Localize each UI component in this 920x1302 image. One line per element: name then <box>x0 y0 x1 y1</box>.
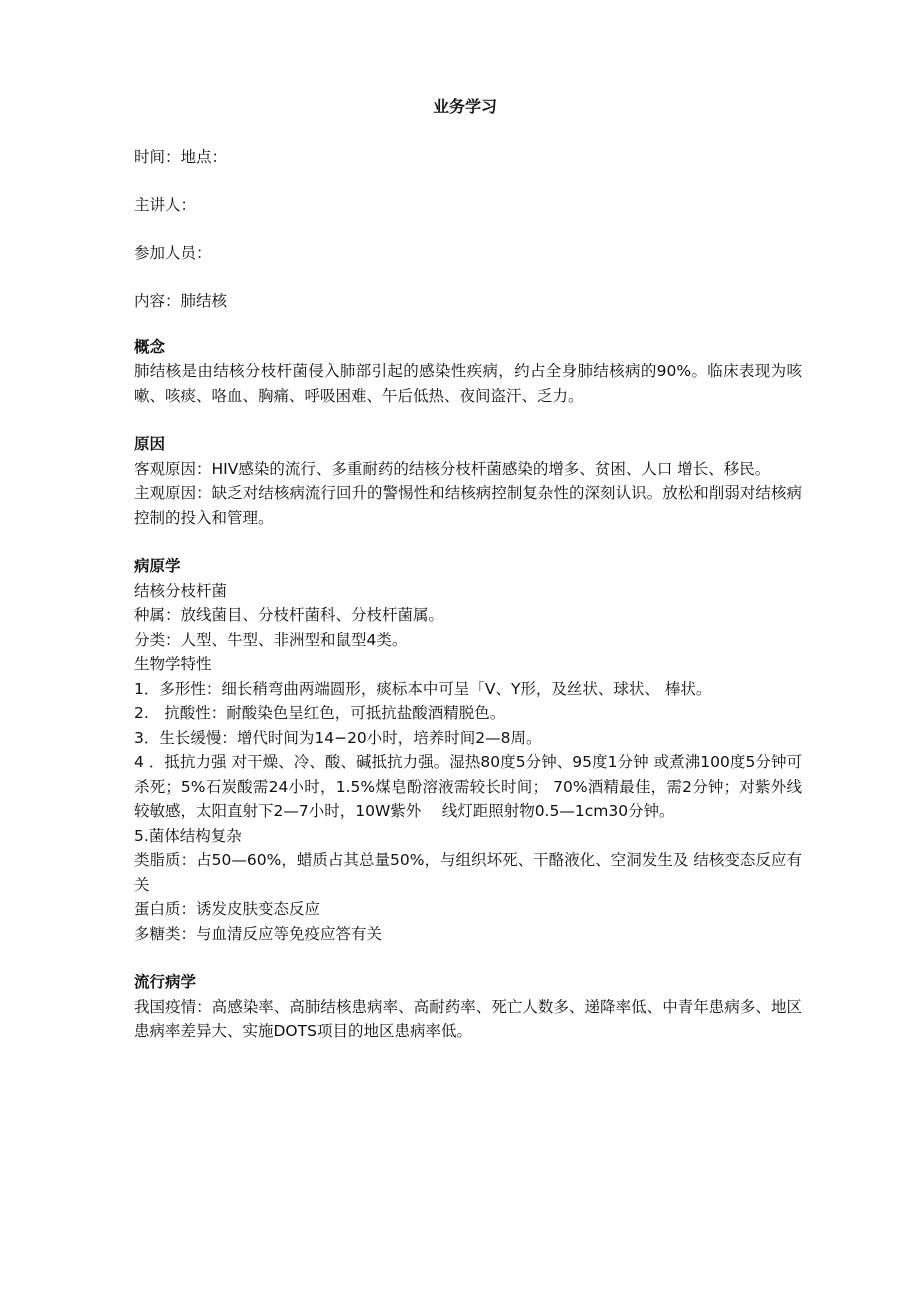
subjective-cause-text: 主观原因：缺乏对结核病流行回升的警惕性和结核病控制复杂性的深刻认识。放松和削弱对结核病控制的投入和管理。 <box>134 484 802 527</box>
property-item-2: 2. 抗酸性：耐酸染色呈红色，可抵抗盐酸酒精脱色。 <box>134 704 506 722</box>
epidemiology-text: 我国疫情：高感染率、高肺结核患病率、高耐药率、死亡人数多、递降率低、中青年患病多、地区患病率差异大、实施DOTS项目的地区患病率低。 <box>134 997 802 1040</box>
cause-section <box>134 432 802 530</box>
etiology-section <box>134 554 802 946</box>
property-item-5: 5.菌体结构复杂 <box>134 826 242 845</box>
concept-text: 肺结核是由结核分枝杆菌侵入肺部引起的感染性疾病，约占全身肺结核病的90%。临床表现为咳嗽、咳痰、咯血、胸痛、呼吸困难、午后低热、夜间盗汗、乏力。 <box>134 362 802 405</box>
time-place-line: 时间：地点： <box>134 148 228 166</box>
bio-heading-line: 生物学特性 <box>134 655 212 673</box>
concept-section <box>134 335 802 409</box>
epidemiology-heading: 流行病学 <box>134 973 197 991</box>
participants-line: 参加人员： <box>134 244 212 262</box>
concept-heading: 概念 <box>134 337 166 356</box>
property-item-3: 3．生长缓慢：增代时间为14−20小时，培养时间2—8周。 <box>134 728 542 747</box>
protein-line: 蛋白质：诱发皮肤变态反应 <box>134 900 321 918</box>
document-title: 业务学习 <box>432 97 497 116</box>
property-item-4: 4 ．抵抗力强 对干燥、冷、酸、碱抵抗力强。湿热80度5分钟、95度1分钟 或煮沸100度5分钟可杀死；5%石炭酸需24小时，1.5%煤皂酚溶液需较长时间； 70%酒精最佳，需2分钟；对紫外线较敏感，太阳直射下2—7小时，10W紫外 线灯距照射物0.5—1cm30分钟。 <box>134 753 802 820</box>
genus-line: 种属：放线菌目、分枝杆菌科、分枝杆菌属。 <box>134 606 445 624</box>
epidemiology-section <box>134 970 802 1044</box>
objective-cause-text: 客观原因：HIV感染的流行、多重耐药的结核分枝杆菌感染的增多、贫困、人口 增长、移民。 <box>134 459 771 478</box>
document-body <box>134 145 802 1068</box>
property-item-1: 1．多形性：细长稍弯曲两端圆形，痰标本中可呈「V、Y形，及丝状、球状、 棒状。 <box>134 679 712 698</box>
speaker-line: 主讲人： <box>134 196 197 214</box>
lipid-line: 类脂质：占50—60%，蜡质占其总量50%，与组织坏死、干酪液化、空洞发生及 结核变态反应有关 <box>134 851 802 894</box>
etiology-heading: 病原学 <box>134 557 181 575</box>
polysaccharide-line: 多糖类：与血清反应等免疫应答有关 <box>134 924 383 943</box>
organism-line: 结核分枝杆菌 <box>134 581 228 600</box>
cause-heading: 原因 <box>134 435 166 453</box>
types-line: 分类：人型、牛型、非洲型和鼠型4类。 <box>134 630 408 649</box>
content-line: 内容：肺结核 <box>134 292 228 310</box>
